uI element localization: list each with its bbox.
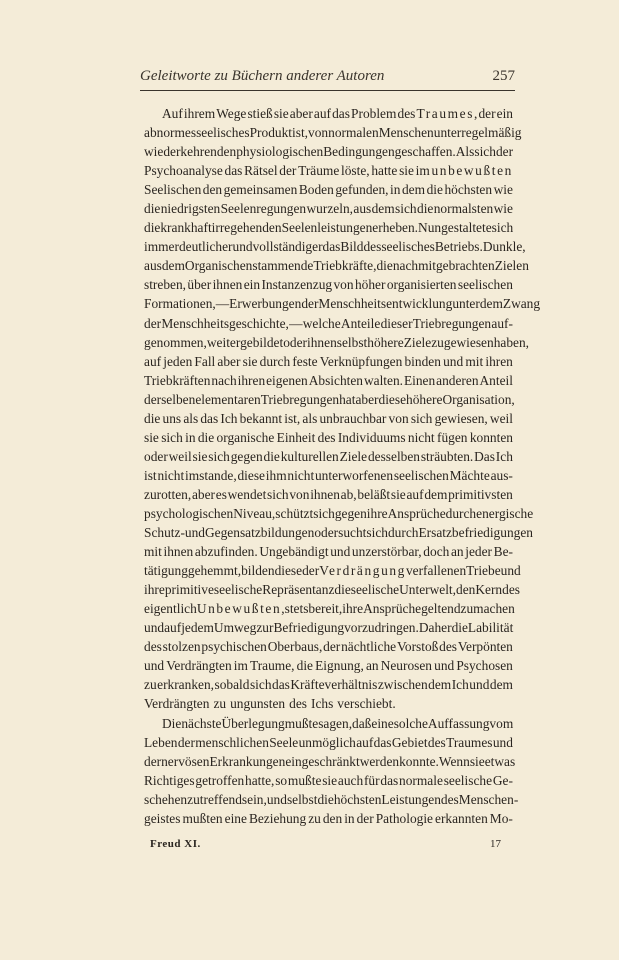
text-line: Formationen, — Erwerbungen der Menschheitsentwicklung unter dem Zwang [144, 296, 541, 312]
text-line: oder weil sie sich gegen die kulturellen Ziele desselben sträubten. Das Ich [144, 448, 513, 464]
text-line: zu erkranken, sobald sich das Kräfteverhältnis zwischen dem Ich und dem [144, 677, 513, 693]
text-line: ihre primitive seelische Repräsentanz die seelische Unterwelt, den Kern des [144, 582, 520, 598]
text-line: des stolzen psychischen Oberbaus, der nächtliche Vorstoß des Verpönten [144, 639, 513, 655]
text-line: Triebkräften nach ihren eigenen Absichten walten. Einen anderen Anteil [144, 372, 513, 388]
text-line: wiederkehrenden physiologischen Bedingungen geschaffen. Als sich der [144, 144, 514, 160]
text-line: abnormes seelisches Produkt ist, von normalen Menschen unter regelmäßig [144, 125, 522, 141]
text-line: und Verdrängten im Traume, die Eignung, an Neurosen und Psychosen [144, 658, 513, 674]
text-line: sie sich in die organische Einheit des Individuums nicht fügen konnten [144, 429, 513, 445]
text-line: streben, über ihnen ein Instanzenzug von höher organisierten seelischen [144, 277, 513, 293]
body-text [144, 104, 541, 828]
text-line: Auf ihrem Wege stieß sie aber auf das Problem des Traumes, der ein [162, 106, 513, 121]
text-line: die uns als das Ich bekannt ist, als unbrauchbar von sich gewiesen, weil [144, 410, 513, 426]
text-line: eigentlich Unbewußten, stets bereit, ihre Ansprüche geltend zu machen [144, 601, 515, 617]
text-line: Verdrängten zu ungunsten des Ichs verschiebt. [144, 696, 396, 712]
footer-signature: Freud XI. [150, 838, 201, 850]
footer-sheet-number: 17 [490, 838, 501, 850]
text-line: derselben elementaren Triebregungen hat aber diese höhere Organisation, [144, 391, 515, 407]
page-number: 257 [492, 68, 515, 84]
text-line: die krankhaft irregehenden Seelenleistungen erheben. Nun gestaltete sich [144, 220, 514, 236]
text-line: die niedrigsten Seelenregungen wurzeln, aus dem sich die normalsten wie [144, 201, 513, 217]
text-line: tätigung gehemmt, bilden diese der Verdrängung verfallenen Triebe und [144, 563, 521, 579]
text-line: Seelischen den gemeinsamen Boden gefunden, in dem die höchsten wie [144, 182, 513, 198]
text-line: psychologischen Niveau, schützt sich gegen ihre Ansprüche durch energische [144, 505, 534, 521]
text-line: der Menschheitsgeschichte, — welche Anteile dieser Triebregungen auf- [144, 315, 513, 331]
text-line: Die nächste Überlegung mußte sagen, daß eine solche Auffassung vom [162, 715, 514, 731]
text-line: genommen, weitergebildet oder ihnen selbst höhere Ziele zugewiesen haben, [144, 334, 530, 350]
text-line: aus dem Organischen stammende Triebkräfte, die nach mitgebrachten Zielen [144, 258, 529, 274]
text-line: und auf jedem Umweg zur Befriedigung vorzudringen. Daher die Labilität [144, 620, 514, 636]
running-title: Geleitworte zu Büchern anderer Autoren [140, 68, 385, 84]
text-line: auf jeden Fall aber sie durch feste Verknüpfungen binden und mit ihren [144, 353, 513, 369]
text-line: Leben der menschlichen Seele unmöglich auf das Gebiet des Traumes und [144, 734, 513, 750]
header-rule [140, 90, 515, 91]
text-line: der nervösen Erkrankungen eingeschränkt werden konnte. Wenn sie etwas [144, 753, 516, 769]
text-line: geistes mußten eine Beziehung zu den in der Pathologie erkannten Mo- [144, 810, 513, 826]
text-line: immer deutlicher und vollständiger das Bild des seelisches Betriebs. Dunkle, [144, 239, 526, 255]
text-line: mit ihnen abzufinden. Ungebändigt und unzerstörbar, doch an jeder Be- [144, 544, 513, 560]
text-line: schehen zutreffend sein, und selbst die höchsten Leistungen des Menschen- [144, 791, 519, 807]
text-line: Psychoanalyse das Rätsel der Träume löste, hatte sie im unbewußten [144, 163, 513, 179]
text-line: ist nicht imstande, diese ihm nicht unterworfenen seelischen Mächte aus- [144, 467, 513, 483]
text-line: Schutz- und Gegensatzbildungen oder sucht sich durch Ersatzbefriedigungen [144, 525, 533, 541]
text-line: Richtiges getroffen hatte, so mußte sie auch für das normale seelische Ge- [144, 772, 513, 788]
running-header [140, 68, 515, 85]
text-line: zurotten, aber es wendet sich von ihnen ab, beläßt sie auf dem primitivsten [144, 486, 513, 502]
